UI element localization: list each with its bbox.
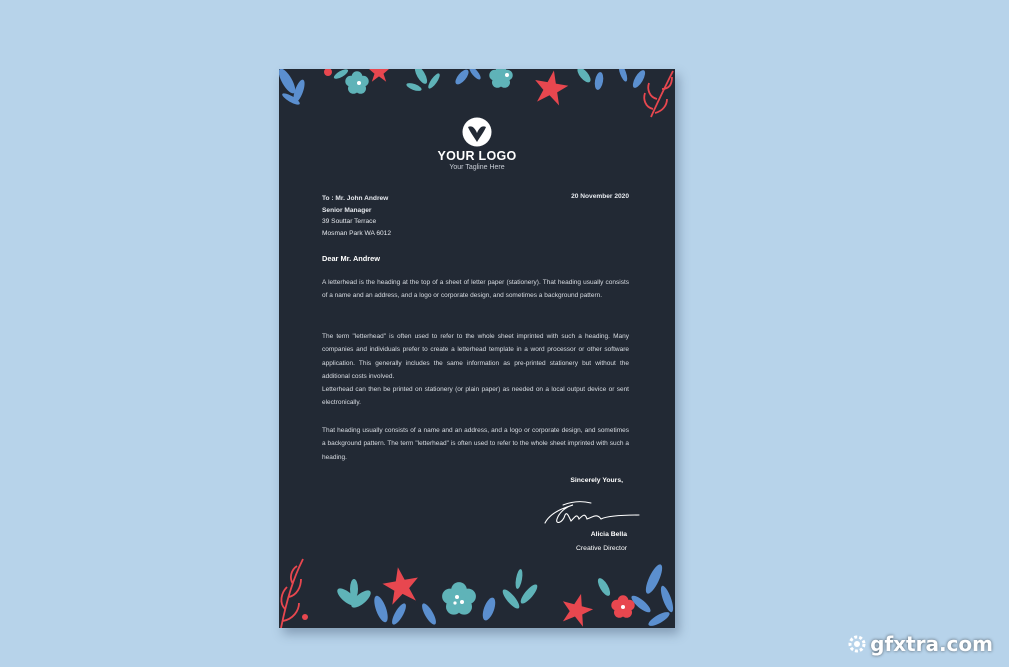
body-paragraph: Letterhead can then be printed on stationery (or plain paper) as needed on a local output device or sent electronically. bbox=[322, 386, 629, 407]
signer-name: Alicia Bella bbox=[590, 531, 627, 538]
salutation: Dear Mr. Andrew bbox=[322, 254, 381, 263]
body-paragraph: The term "letterhead" is often used to refer to the whole sheet imprinted with such a heading. Many companies and individuals prefer to create a letterhead template in a word processor or other software application. This generally includes the same information as pre-printed stationery but without the additional costs involved. bbox=[322, 333, 629, 380]
watermark-text: gfxtra.com bbox=[870, 632, 993, 656]
logo-tagline: Your Tagline Here bbox=[449, 164, 505, 171]
closing: Sincerely Yours, bbox=[570, 477, 623, 484]
recipient-position: Senior Manager bbox=[322, 206, 372, 214]
logo-icon bbox=[462, 117, 492, 147]
signer-title: Creative Director bbox=[576, 545, 627, 552]
gear-icon bbox=[847, 634, 867, 654]
logo-title: YOUR LOGO bbox=[437, 149, 517, 163]
recipient-name: To : Mr. John Andrew bbox=[322, 195, 389, 202]
recipient-address bbox=[322, 193, 391, 239]
letter-date: 20 November 2020 bbox=[571, 193, 629, 200]
body-paragraph: That heading usually consists of a name and an address, and a logo or corporate design, and sometimes a background pattern. The term "letterhead" is often used to refer to the whole sheet imprinted with such a heading. bbox=[322, 427, 629, 461]
body-paragraph: A letterhead is the heading at the top of a sheet of letter paper (stationery). That heading usually consists of a name and an address, and a logo or corporate design, and sometimes a background pattern. bbox=[322, 279, 629, 300]
watermark bbox=[847, 632, 993, 656]
recipient-city: Mosman Park WA 6012 bbox=[322, 229, 392, 237]
recipient-street: 39 Souttar Terrace bbox=[322, 218, 377, 225]
handwritten-signature bbox=[543, 497, 641, 531]
body-paragraph-group bbox=[322, 330, 629, 410]
letterhead-page bbox=[279, 69, 675, 628]
